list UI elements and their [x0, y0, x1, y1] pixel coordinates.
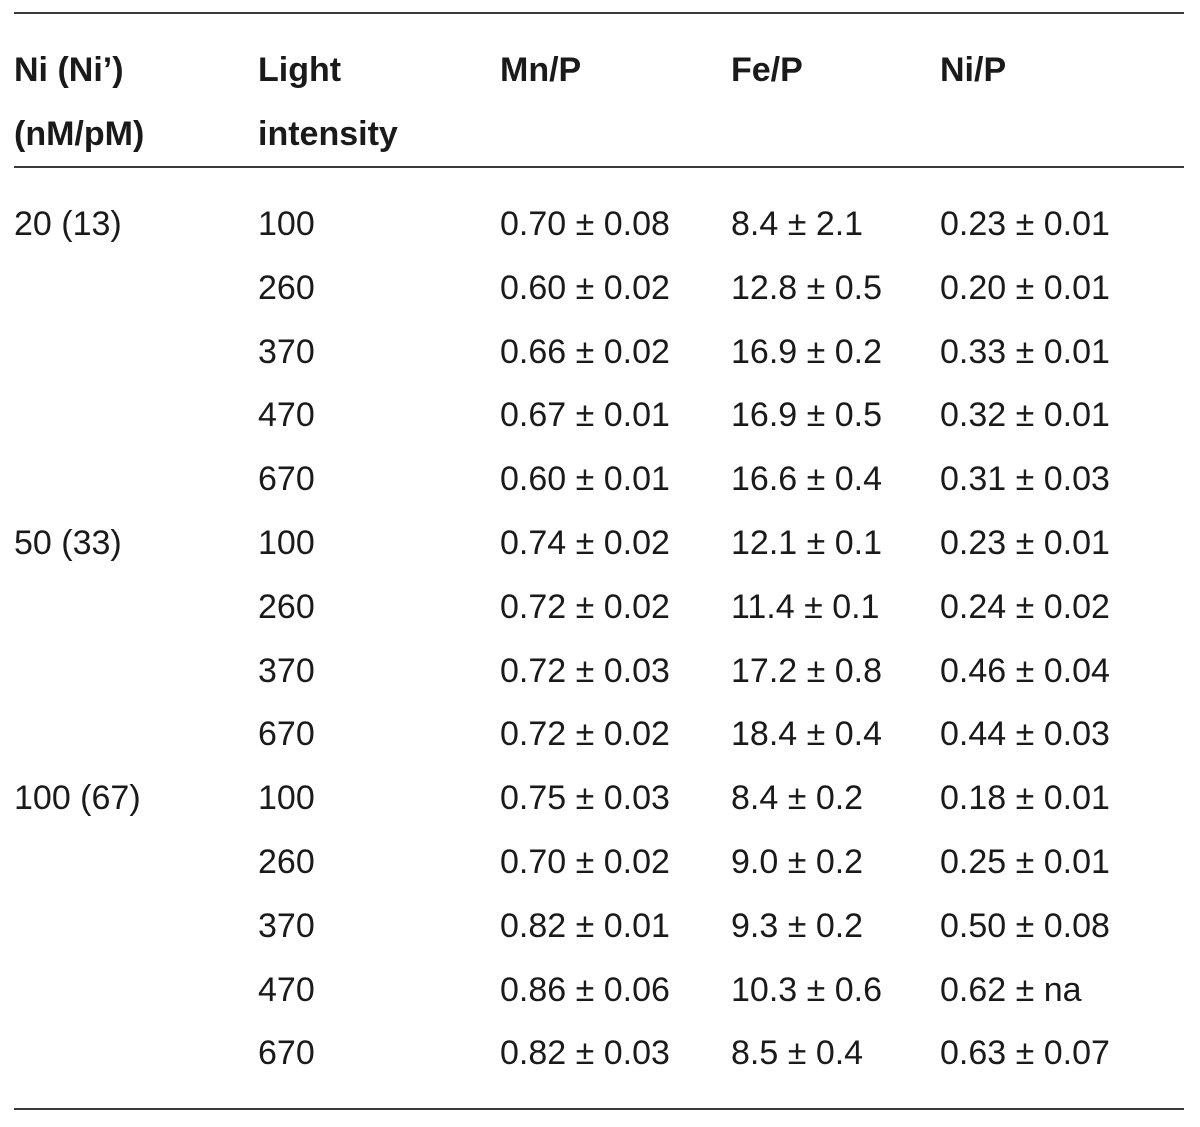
- fe-p-cell: 8.4 ± 0.2: [731, 779, 864, 818]
- mn-p-cell: 0.82 ± 0.03: [500, 1034, 670, 1073]
- ni-concentration-cell: 20 (13): [14, 205, 122, 243]
- table-row: [0, 639, 1200, 703]
- light-intensity-cell: 100: [258, 779, 315, 818]
- fe-p-cell: 9.3 ± 0.2: [731, 906, 864, 945]
- fe-p-cell: 16.6 ± 0.4: [731, 460, 882, 499]
- ni-p-cell: 0.50 ± 0.08: [940, 906, 1110, 945]
- ni-p-cell: 0.33 ± 0.01: [940, 332, 1110, 371]
- mn-p-cell: 0.66 ± 0.02: [500, 332, 670, 371]
- table-row: [0, 575, 1200, 639]
- mn-p-cell: 0.75 ± 0.03: [500, 779, 670, 818]
- header-line: intensity: [258, 115, 398, 153]
- fe-p-cell: 8.5 ± 0.4: [731, 1034, 864, 1073]
- fe-p-cell: 10.3 ± 0.6: [731, 970, 882, 1009]
- ni-p-cell: 0.24 ± 0.02: [940, 587, 1110, 626]
- ni-p-cell: 0.23 ± 0.01: [940, 205, 1110, 243]
- header-line: Ni (Ni’): [14, 51, 124, 89]
- ni-p-cell: 0.20 ± 0.01: [940, 268, 1110, 307]
- header-ni-p: [940, 38, 1006, 102]
- table-row: [0, 447, 1200, 511]
- fe-p-cell: 8.4 ± 2.1: [731, 205, 864, 243]
- table-row: [0, 766, 1200, 830]
- header-line: (nM/pM): [14, 115, 145, 153]
- header-line: Light: [258, 51, 342, 89]
- light-intensity-cell: 370: [258, 906, 315, 945]
- ni-p-cell: 0.18 ± 0.01: [940, 779, 1110, 818]
- mn-p-cell: 0.60 ± 0.01: [500, 460, 670, 499]
- mn-p-cell: 0.70 ± 0.02: [500, 843, 670, 881]
- fe-p-cell: 18.4 ± 0.4: [731, 715, 882, 754]
- header-line: Ni/P: [940, 51, 1007, 89]
- table-row: [0, 702, 1200, 766]
- header-ni-concentration: [14, 38, 144, 166]
- ni-p-cell: 0.31 ± 0.03: [940, 460, 1110, 499]
- table-row: [0, 830, 1200, 894]
- light-intensity-cell: 100: [258, 524, 315, 562]
- light-intensity-cell: 370: [258, 332, 315, 371]
- fe-p-cell: 11.4 ± 0.1: [731, 587, 880, 626]
- light-intensity-cell: 100: [258, 205, 315, 243]
- light-intensity-cell: 260: [258, 587, 315, 626]
- table-header-rule: [14, 166, 1184, 168]
- header-line: Fe/P: [731, 51, 803, 89]
- ni-concentration-cell: 50 (33): [14, 524, 122, 562]
- light-intensity-cell: 370: [258, 651, 315, 690]
- table-top-rule: [14, 12, 1184, 14]
- ni-p-cell: 0.25 ± 0.01: [940, 843, 1110, 881]
- table-row: [0, 192, 1200, 256]
- header-line: Mn/P: [500, 51, 582, 89]
- mn-p-cell: 0.72 ± 0.02: [500, 715, 670, 754]
- light-intensity-cell: 260: [258, 268, 315, 307]
- ni-p-cell: 0.44 ± 0.03: [940, 715, 1110, 754]
- fe-p-cell: 16.9 ± 0.2: [731, 332, 882, 371]
- header-mn-p: [500, 38, 581, 102]
- light-intensity-cell: 470: [258, 970, 315, 1009]
- fe-p-cell: 17.2 ± 0.8: [731, 651, 882, 690]
- fe-p-cell: 12.8 ± 0.5: [731, 268, 882, 307]
- ni-p-cell: 0.32 ± 0.01: [940, 396, 1110, 435]
- header-light-intensity: [258, 38, 398, 166]
- mn-p-cell: 0.74 ± 0.02: [500, 524, 670, 562]
- mn-p-cell: 0.72 ± 0.03: [500, 651, 670, 690]
- mn-p-cell: 0.70 ± 0.08: [500, 205, 670, 243]
- table-row: [0, 383, 1200, 447]
- light-intensity-cell: 470: [258, 396, 315, 435]
- ni-p-cell: 0.46 ± 0.04: [940, 651, 1110, 690]
- mn-p-cell: 0.67 ± 0.01: [500, 396, 670, 435]
- mn-p-cell: 0.82 ± 0.01: [500, 906, 670, 945]
- fe-p-cell: 16.9 ± 0.5: [731, 396, 882, 435]
- fe-p-cell: 12.1 ± 0.1: [731, 524, 882, 562]
- header-fe-p: [731, 38, 803, 102]
- ni-p-cell: 0.23 ± 0.01: [940, 524, 1110, 562]
- ni-concentration-cell: 100 (67): [14, 779, 141, 818]
- table-row: [0, 511, 1200, 575]
- mn-p-cell: 0.86 ± 0.06: [500, 970, 670, 1009]
- light-intensity-cell: 670: [258, 1034, 315, 1073]
- ni-p-cell: 0.62 ± na: [940, 970, 1082, 1009]
- table-row: [0, 1021, 1200, 1085]
- light-intensity-cell: 260: [258, 843, 315, 881]
- fe-p-cell: 9.0 ± 0.2: [731, 843, 864, 881]
- mn-p-cell: 0.60 ± 0.02: [500, 268, 670, 307]
- light-intensity-cell: 670: [258, 460, 315, 499]
- table-row: [0, 320, 1200, 384]
- table-row: [0, 256, 1200, 320]
- ni-p-cell: 0.63 ± 0.07: [940, 1034, 1110, 1073]
- table-bottom-rule: [14, 1108, 1184, 1110]
- table-row: [0, 958, 1200, 1022]
- light-intensity-cell: 670: [258, 715, 315, 754]
- table-row: [0, 894, 1200, 958]
- mn-p-cell: 0.72 ± 0.02: [500, 587, 670, 626]
